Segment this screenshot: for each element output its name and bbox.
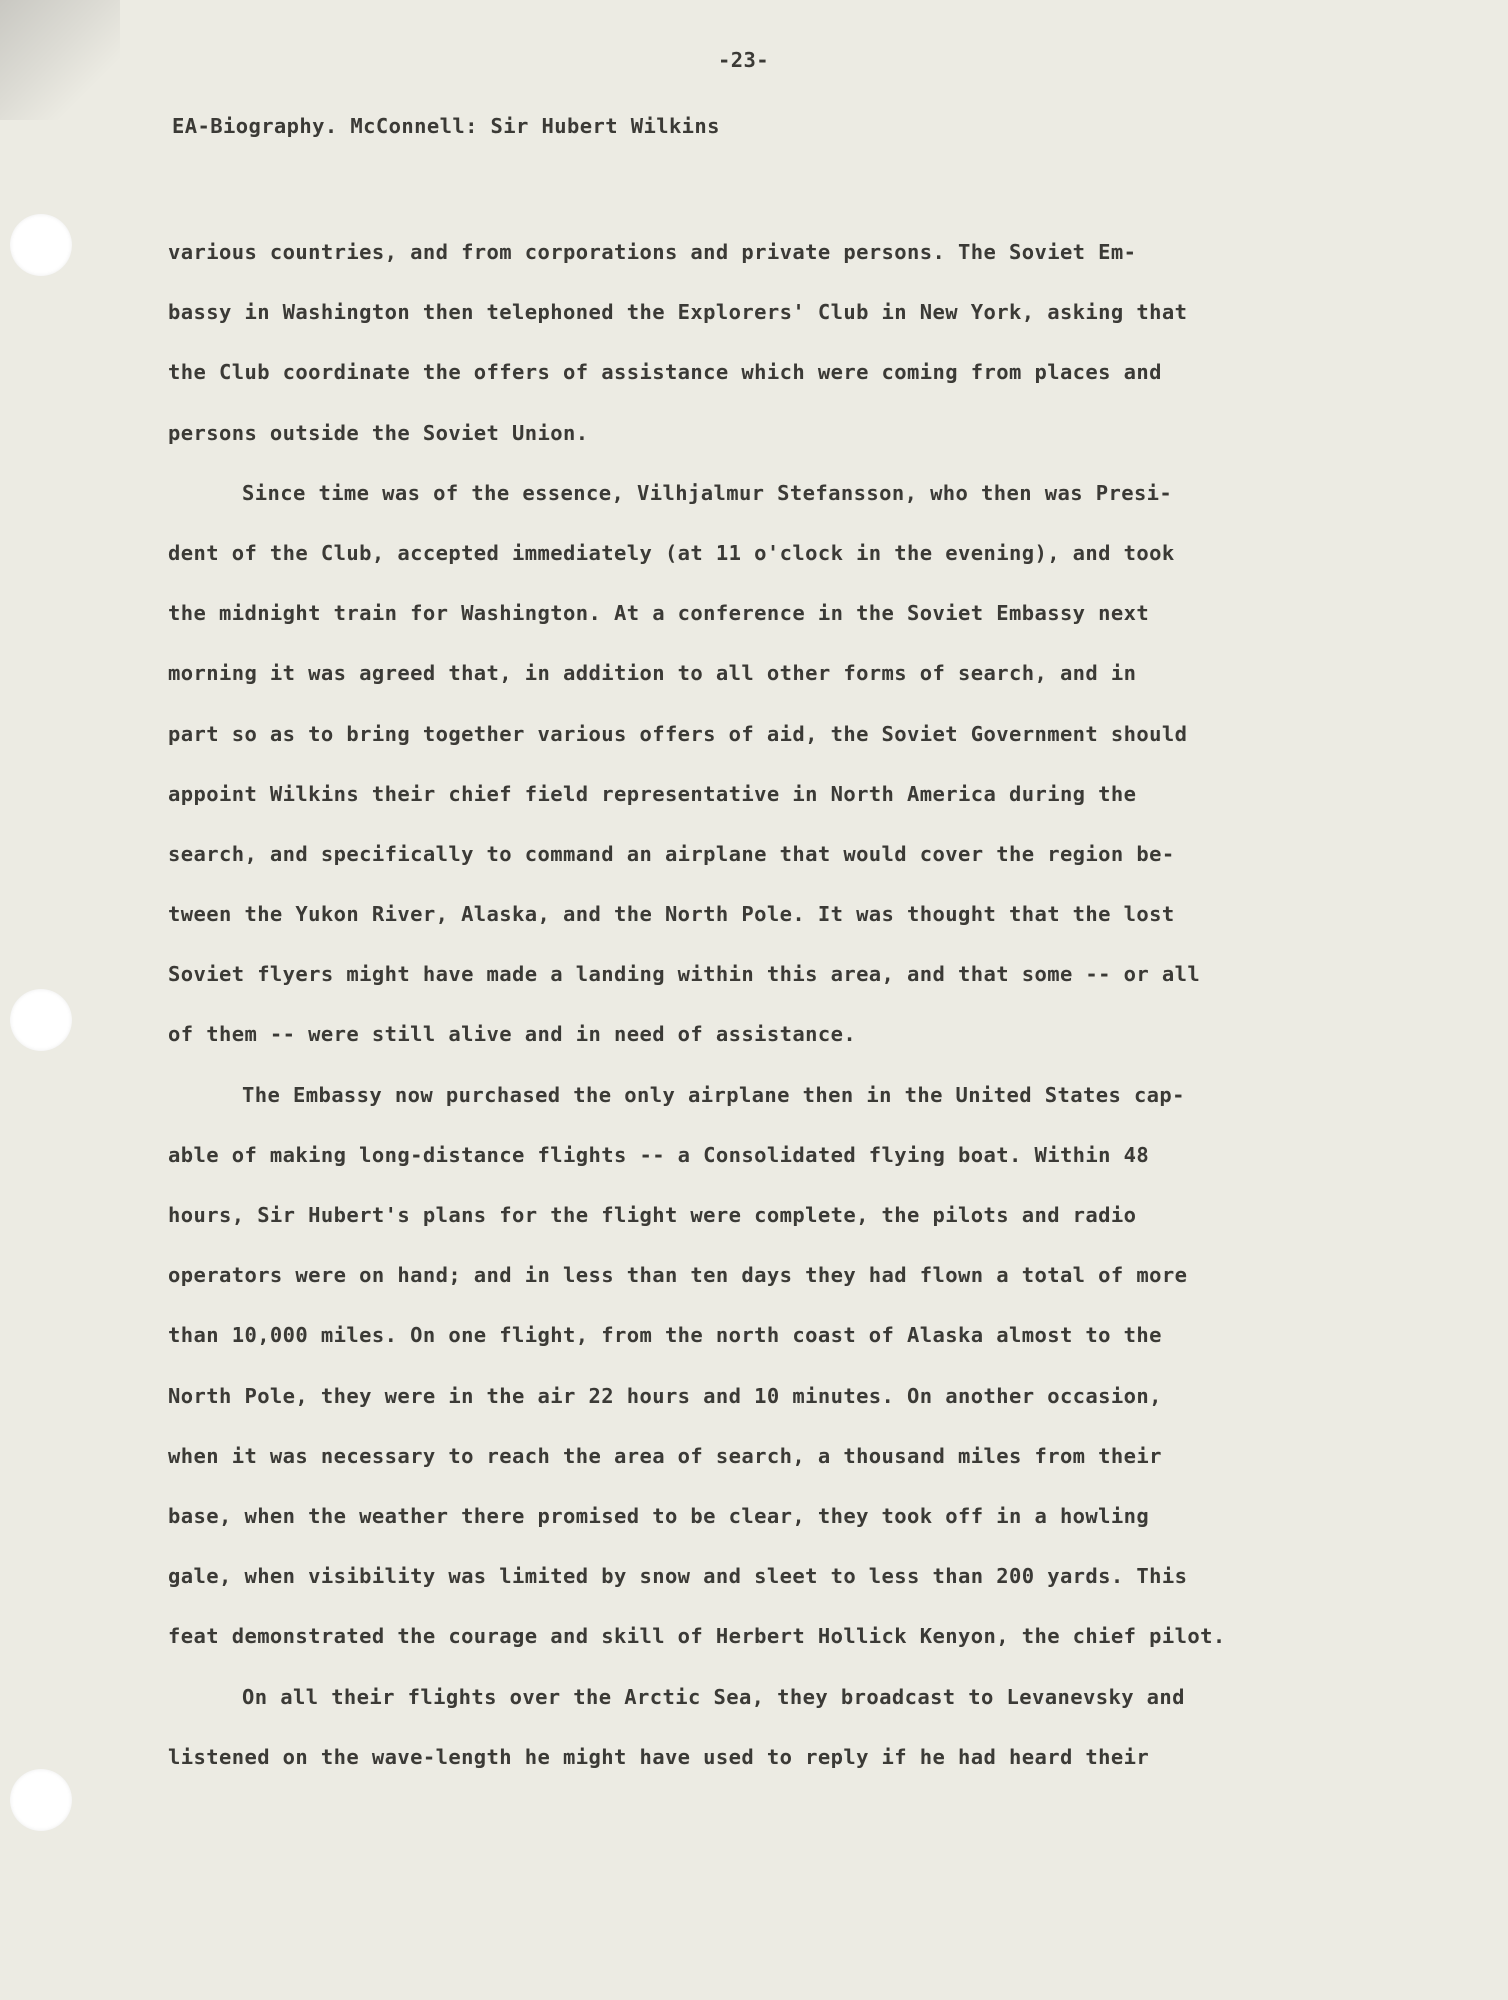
punch-hole-middle xyxy=(10,989,72,1051)
text-line: the midnight train for Washington. At a conference in the Soviet Embassy next xyxy=(168,601,1150,626)
text-line: feat demonstrated the courage and skill of Herbert Hollick Kenyon, the chief pilot. xyxy=(168,1624,1226,1649)
text-line: of them -- were still alive and in need of assistance. xyxy=(168,1022,857,1047)
text-line: listened on the wave-length he might have used to reply if he had heard their xyxy=(168,1744,1150,1769)
text-line: tween the Yukon River, Alaska, and the North Pole. It was thought that the lost xyxy=(168,902,1175,927)
text-line: the Club coordinate the offers of assistance which were coming from places and xyxy=(168,360,1162,385)
text-line: North Pole, they were in the air 22 hours and 10 minutes. On another occasion, xyxy=(168,1383,1162,1408)
text-line: various countries, and from corporations and private persons. The Soviet Em- xyxy=(168,240,1137,264)
text-line: The Embassy now purchased the only airplane then in the United States cap- xyxy=(242,1082,1185,1107)
body-text xyxy=(168,222,1398,1787)
page-number: -23- xyxy=(718,48,769,72)
text-line: Since time was of the essence, Vilhjalmur Stefansson, who then was Presi- xyxy=(242,480,1173,505)
text-line: gale, when visibility was limited by snow and sleet to less than 200 yards. This xyxy=(168,1564,1188,1589)
text-line: dent of the Club, accepted immediately (at 11 o'clock in the evening), and took xyxy=(168,540,1175,565)
text-line: bassy in Washington then telephoned the Explorers' Club in New York, asking that xyxy=(168,300,1188,325)
punch-hole-top xyxy=(10,214,72,276)
text-line: operators were on hand; and in less than ten days they had flown a total of more xyxy=(168,1263,1188,1288)
text-line: On all their flights over the Arctic Sea, they broadcast to Levanevsky and xyxy=(242,1684,1185,1709)
text-line: persons outside the Soviet Union. xyxy=(168,420,589,445)
text-line: hours, Sir Hubert's plans for the flight were complete, the pilots and radio xyxy=(168,1203,1137,1227)
text-line: search, and specifically to command an airplane that would cover the region be- xyxy=(168,841,1175,866)
text-line: base, when the weather there promised to be clear, they took off in a howling xyxy=(168,1503,1150,1528)
text-line: able of making long-distance flights -- a Consolidated flying boat. Within 48 xyxy=(168,1142,1150,1167)
punch-hole-bottom xyxy=(10,1769,72,1831)
running-header: EA-Biography. McConnell: Sir Hubert Wilkins xyxy=(172,114,720,138)
text-line: morning it was agreed that, in addition to all other forms of search, and in xyxy=(168,661,1137,686)
text-line: than 10,000 miles. On one flight, from the north coast of Alaska almost to the xyxy=(168,1323,1162,1348)
text-line: appoint Wilkins their chief field representative in North America during the xyxy=(168,781,1137,806)
page-corner-shadow xyxy=(0,0,120,120)
text-line: Soviet flyers might have made a landing within this area, and that some -- or all xyxy=(168,962,1201,987)
text-line: part so as to bring together various offers of aid, the Soviet Government should xyxy=(168,721,1188,746)
text-line: when it was necessary to reach the area of search, a thousand miles from their xyxy=(168,1443,1162,1468)
